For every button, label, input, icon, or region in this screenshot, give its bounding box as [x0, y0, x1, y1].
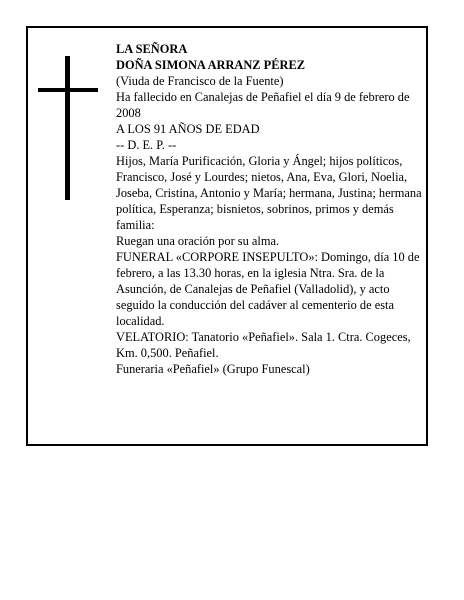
wake-details: VELATORIO: Tanatorio «Peñafiel». Sala 1. Ctra. Cogeces, Km. 0,500. Peñafiel.	[116, 330, 411, 360]
age-statement: A LOS 91 AÑOS DE EDAD	[116, 122, 260, 136]
cross-vertical-bar	[65, 56, 70, 200]
widow-note: (Viuda de Francisco de la Fuente)	[116, 74, 284, 88]
notice-text	[116, 41, 424, 377]
deceased-title: LA SEÑORA	[116, 42, 188, 56]
rip-line: -- D. E. P. --	[116, 138, 177, 152]
deceased-name: DOÑA SIMONA ARRANZ PÉREZ	[116, 58, 305, 72]
funeral-details: FUNERAL «CORPORE INSEPULTO»: Domingo, día 10 de febrero, a las 13.30 horas, en la iglesia Ntra. Sra. de la Asunción, de Canalejas de Peñafiel (Valladolid), y acto seguido la conducción del cadáver al cementerio de esta localidad.	[116, 250, 420, 328]
funeral-home: Funeraria «Peñafiel» (Grupo Funescal)	[116, 362, 310, 376]
prayer-request: Ruegan una oración por su alma.	[116, 234, 280, 248]
latin-cross-icon	[38, 56, 98, 200]
death-statement: Ha fallecido en Canalejas de Peñafiel el día 9 de febrero de 2008	[116, 90, 410, 120]
family-list: Hijos, María Purificación, Gloria y Ángel; hijos políticos, Francisco, José y Lourdes; nietos, Ana, Eva, Glori, Noelia, Joseba, Cristina, Antonio y María; hermana, Justina; hermana política, Esperanza; bisnietos, sobrinos, primos y demás familia:	[116, 154, 422, 232]
obituary-notice	[26, 26, 428, 446]
cross-horizontal-bar	[38, 88, 98, 92]
